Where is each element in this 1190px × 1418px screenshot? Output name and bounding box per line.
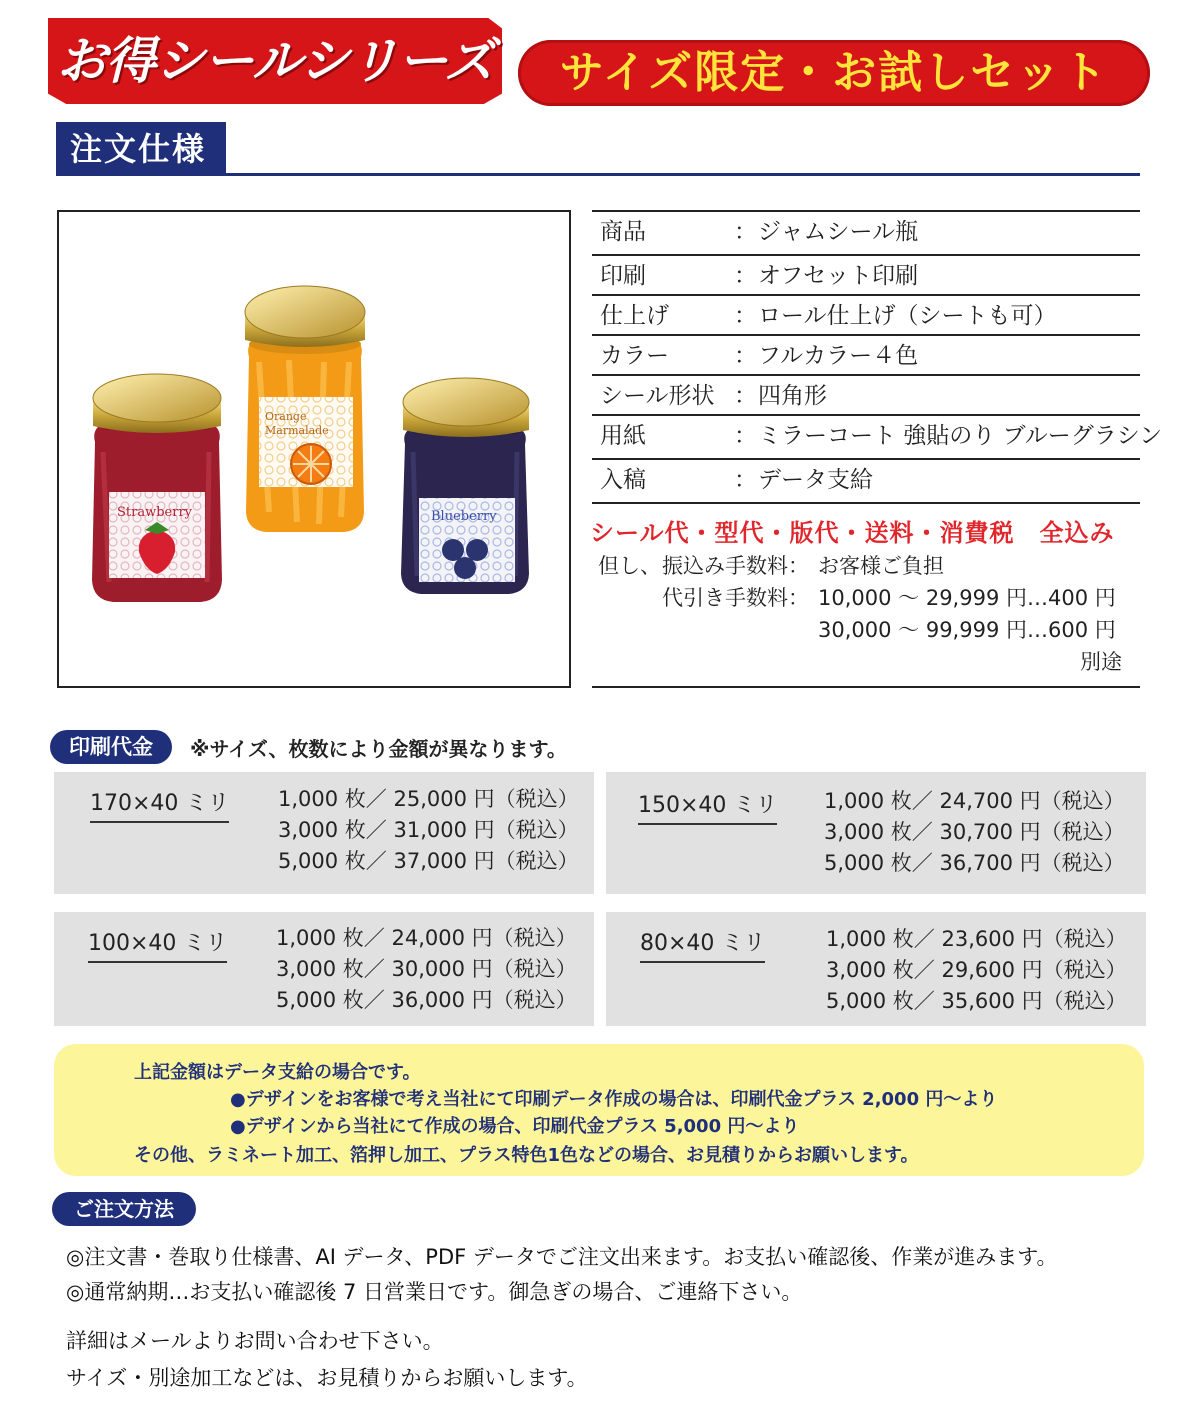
series-title: お得シールシリーズ	[56, 32, 494, 90]
price-box-170x40	[54, 772, 594, 894]
spec-colon: ：	[734, 263, 757, 289]
cod-fee-tier-1: 10,000 ～ 29,999 円…400 円	[818, 586, 1116, 610]
spec-value: 四角形	[758, 383, 827, 409]
spec-bottom-rule	[592, 686, 1140, 688]
product-image	[57, 210, 571, 688]
order-method-badge: ご注文方法	[52, 1192, 196, 1226]
order-line-4: サイズ・別途加工などは、お見積りからお願いします。	[66, 1366, 588, 1390]
price-size: 170×40 ミリ	[90, 786, 229, 823]
orange-jar-label-line1: Orange	[265, 410, 307, 423]
spec-colon: ：	[734, 303, 757, 329]
notice-line-2: ●デザインをお客様で考え当社にて印刷データ作成の場合は、印刷代金プラス 2,000 円～より	[230, 1089, 998, 1110]
price-box-80x40	[606, 912, 1146, 1026]
transfer-fee-label: 振込み手数料：	[662, 554, 809, 578]
strawberry-jar-label: Strawberry	[117, 505, 193, 520]
spec-colon: ：	[734, 219, 757, 245]
spec-label: 仕上げ	[600, 303, 669, 329]
spec-colon: ：	[734, 467, 757, 493]
jam-jars-illustration	[59, 212, 569, 686]
spec-label: カラー	[600, 343, 669, 369]
spec-row-finish	[592, 294, 1140, 334]
trial-set-banner-text: サイズ限定・お試しセット	[559, 47, 1109, 98]
order-line-2: ◎通常納期…お支払い確認後 7 日営業日です。御急ぎの場合、ご連絡下さい。	[66, 1280, 803, 1304]
cod-fee-tier-2: 30,000 ～ 99,999 円…600 円	[818, 618, 1116, 642]
spec-row-color	[592, 334, 1140, 374]
price-line: 5,000 枚／ 36,000 円（税込）	[276, 988, 577, 1012]
price-line: 1,000 枚／ 23,600 円（税込）	[826, 927, 1127, 951]
notice-line-1: 上記金額はデータ支給の場合です。	[134, 1062, 421, 1083]
transfer-fee-prefix: 但し、	[598, 554, 661, 578]
price-line: 5,000 枚／ 35,600 円（税込）	[826, 989, 1127, 1013]
blueberry-jar-label: Blueberry	[431, 509, 497, 524]
spec-value: ミラーコート 強貼のり ブルーグラシン	[758, 423, 1163, 449]
spec-label: シール形状	[600, 383, 715, 409]
spec-value: ジャムシール瓶	[758, 219, 919, 245]
notice-line-3: ●デザインから当社にて作成の場合、印刷代金プラス 5,000 円～より	[230, 1116, 800, 1137]
spec-colon: ：	[734, 343, 757, 369]
spec-label: 印刷	[600, 263, 646, 289]
orange-jar-label-line2: Marmalade	[265, 424, 329, 437]
price-line: 5,000 枚／ 36,700 円（税込）	[824, 851, 1125, 875]
price-line: 3,000 枚／ 31,000 円（税込）	[278, 818, 579, 842]
spec-value: フルカラー４色	[758, 343, 919, 369]
price-size: 80×40 ミリ	[640, 926, 765, 963]
cod-fee-separate: 別途	[1080, 650, 1122, 674]
price-line: 3,000 枚／ 29,600 円（税込）	[826, 958, 1127, 982]
price-line: 1,000 枚／ 25,000 円（税込）	[278, 787, 579, 811]
price-line: 5,000 枚／ 37,000 円（税込）	[278, 849, 579, 873]
price-line: 1,000 枚／ 24,700 円（税込）	[824, 789, 1125, 813]
transfer-fee-value: お客様ご負担	[818, 554, 944, 578]
price-box-100x40	[54, 912, 594, 1026]
price-badge: 印刷代金	[50, 730, 172, 764]
price-size: 150×40 ミリ	[638, 788, 777, 825]
spec-row-printing	[592, 254, 1140, 294]
order-line-1: ◎注文書・巻取り仕様書、AI データ、PDF データでご注文出来ます。お支払い確認後、作業が進みます。	[66, 1245, 1058, 1269]
price-box-150x40	[606, 772, 1146, 894]
price-line: 1,000 枚／ 24,000 円（税込）	[276, 926, 577, 950]
section-title: 注文仕様	[56, 122, 226, 176]
cod-fee-label: 代引き手数料：	[662, 586, 809, 610]
spec-value: データ支給	[758, 467, 873, 493]
spec-colon: ：	[734, 383, 757, 409]
section-divider	[226, 173, 1140, 176]
price-line: 3,000 枚／ 30,700 円（税込）	[824, 820, 1125, 844]
price-line: 3,000 枚／ 30,000 円（税込）	[276, 957, 577, 981]
price-size: 100×40 ミリ	[88, 926, 227, 963]
orange-marmalade-jar	[245, 286, 365, 532]
spec-label: 用紙	[600, 423, 646, 449]
spec-value: ロール仕上げ（シートも可）	[758, 303, 1057, 329]
spec-row-submission	[592, 458, 1140, 504]
price-note: ※サイズ、枚数により金額が異なります。	[190, 737, 567, 761]
spec-label: 入稿	[600, 467, 646, 493]
order-line-3: 詳細はメールよりお問い合わせ下さい。	[66, 1329, 444, 1353]
spec-value: オフセット印刷	[758, 263, 919, 289]
blueberry-jar	[401, 378, 529, 594]
strawberry-jar	[92, 374, 222, 602]
spec-row-product	[592, 210, 1140, 250]
all-inclusive-note: シール代・型代・版代・送料・消費税 全込み	[590, 519, 1115, 547]
notice-line-4: その他、ラミネート加工、箔押し加工、プラス特色1色などの場合、お見積りからお願いします。	[134, 1145, 919, 1166]
spec-row-shape	[592, 374, 1140, 414]
spec-label: 商品	[600, 219, 646, 245]
spec-row-paper	[592, 414, 1163, 454]
spec-colon: ：	[734, 423, 757, 449]
